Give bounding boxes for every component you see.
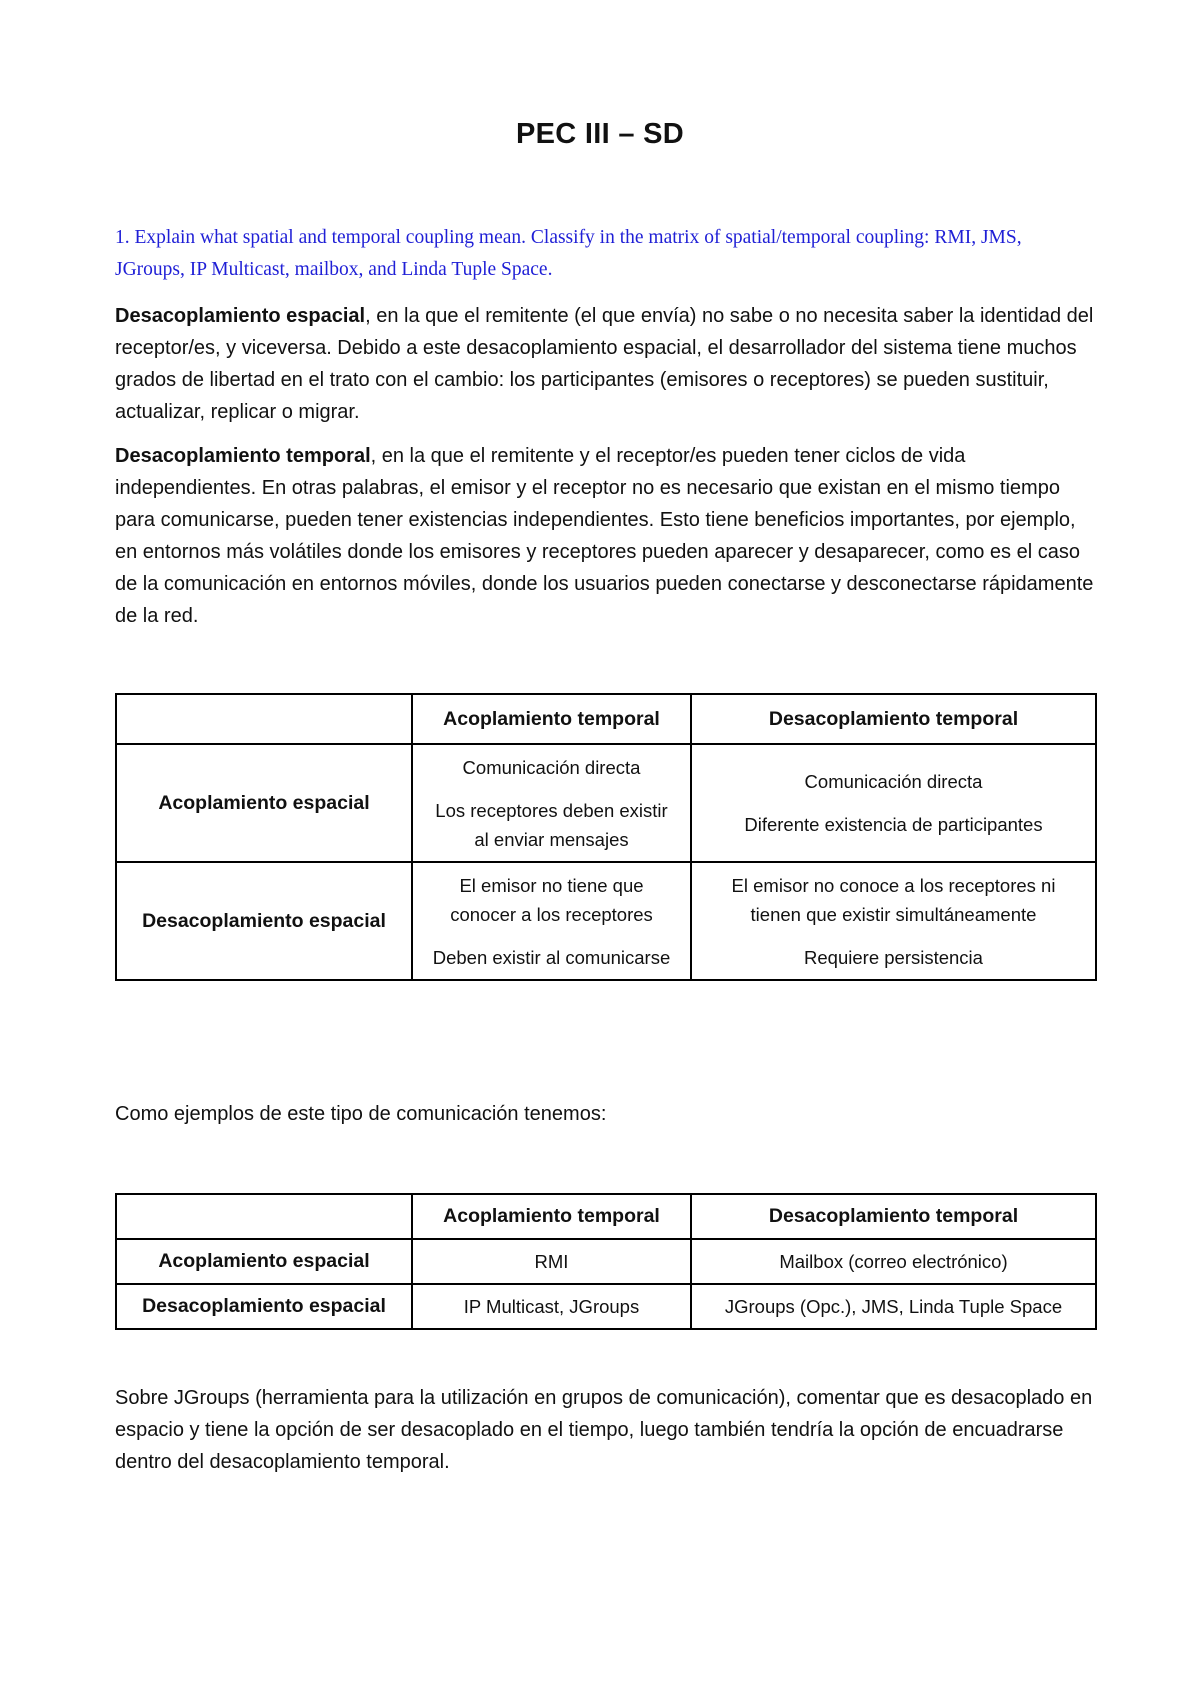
paragraph-body: , en la que el remitente (el que envía) no sabe o no necesita saber la identidad del receptor/es, y viceversa. Debido a este desacoplamiento espacial, el desarrollador del sistema tiene muchos grados de libertad en el trato con el cambio: los participantes (emisores o receptores) se pueden sustituir, actualizar, replicar o migrar. <box>115 305 1094 423</box>
question-text: 1. Explain what spatial and temporal coupling mean. Classify in the matrix of spatial/temporal coupling: RMI, JMS, JGroups, IP Multicast, mailbox, and Linda Tuple Space. <box>115 227 1022 280</box>
table-corner-cell <box>116 1194 412 1239</box>
table-cell <box>691 862 1096 980</box>
paragraph-body: , en la que el remitente y el receptor/es pueden tener ciclos de vida independientes. En otras palabras, el emisor y el receptor no es necesario que existan en el mismo tiempo para comunicarse, pueden tener existencias independientes. Esto tiene beneficios importantes, por ejemplo, en entornos más volátiles donde los emisores y receptores pueden aparecer y desaparecer, como es el caso de la comunicación en entornos móviles, donde los usuarios pueden conectarse y desconectarse rápidamente de la red. <box>115 445 1094 627</box>
cell-text: Comunicación directa <box>804 771 983 792</box>
cell-text: El emisor no conoce a los receptores ni <box>731 874 1056 896</box>
table-cell <box>412 744 691 862</box>
table-corner-cell <box>116 694 412 744</box>
table-row <box>116 1284 1096 1329</box>
cell-text: Comunicación directa <box>462 756 641 778</box>
table-header-row <box>116 694 1096 744</box>
column-header: Desacoplamiento temporal <box>691 1194 1096 1239</box>
table-cell: JGroups (Opc.), JMS, Linda Tuple Space <box>691 1284 1096 1329</box>
page-title: PEC III – SD <box>516 118 684 150</box>
term-spatial-decoupling: Desacoplamiento espacial <box>115 305 366 327</box>
table-cell: IP Multicast, JGroups <box>412 1284 691 1329</box>
table-cell <box>412 862 691 980</box>
table-row <box>116 1239 1096 1284</box>
cell-text: conocer a los receptores <box>450 903 653 925</box>
table-header-row <box>116 1194 1096 1239</box>
column-header: Acoplamiento temporal <box>412 694 691 744</box>
coupling-matrix-table <box>115 693 1097 981</box>
cell-text: Deben existir al comunicarse <box>432 946 671 968</box>
examples-matrix-table <box>115 1193 1097 1330</box>
cell-text: tienen que existir simultáneamente <box>750 903 1037 925</box>
row-header: Acoplamiento espacial <box>116 1239 412 1284</box>
column-header: Desacoplamiento temporal <box>691 694 1096 744</box>
cell-text: Diferente existencia de participantes <box>744 814 1043 835</box>
row-header: Desacoplamiento espacial <box>116 1284 412 1329</box>
jgroups-note: Sobre JGroups (herramienta para la utilización en grupos de comunicación), comentar que es desacoplado en espacio y tiene la opción de ser desacoplado en el tiempo, luego también tendría la opción de encuadrarse dentro del desacoplamiento temporal. <box>115 1387 1093 1473</box>
table-row <box>116 744 1096 862</box>
row-header: Desacoplamiento espacial <box>116 862 412 980</box>
column-header: Acoplamiento temporal <box>412 1194 691 1239</box>
cell-text: Requiere persistencia <box>804 946 983 968</box>
row-header: Acoplamiento espacial <box>116 744 412 862</box>
table-row <box>116 862 1096 980</box>
paragraph-spatial-decoupling <box>115 300 1100 428</box>
examples-intro: Como ejemplos de este tipo de comunicación tenemos: <box>115 1103 607 1125</box>
table-cell: Mailbox (correo electrónico) <box>691 1239 1096 1284</box>
cell-text: El emisor no tiene que <box>459 874 644 896</box>
paragraph-temporal-decoupling <box>115 440 1100 632</box>
term-temporal-decoupling: Desacoplamiento temporal <box>115 445 371 467</box>
table-cell <box>691 744 1096 862</box>
cell-text: Los receptores deben existir <box>435 799 668 821</box>
cell-text: al enviar mensajes <box>474 828 629 850</box>
table-cell: RMI <box>412 1239 691 1284</box>
